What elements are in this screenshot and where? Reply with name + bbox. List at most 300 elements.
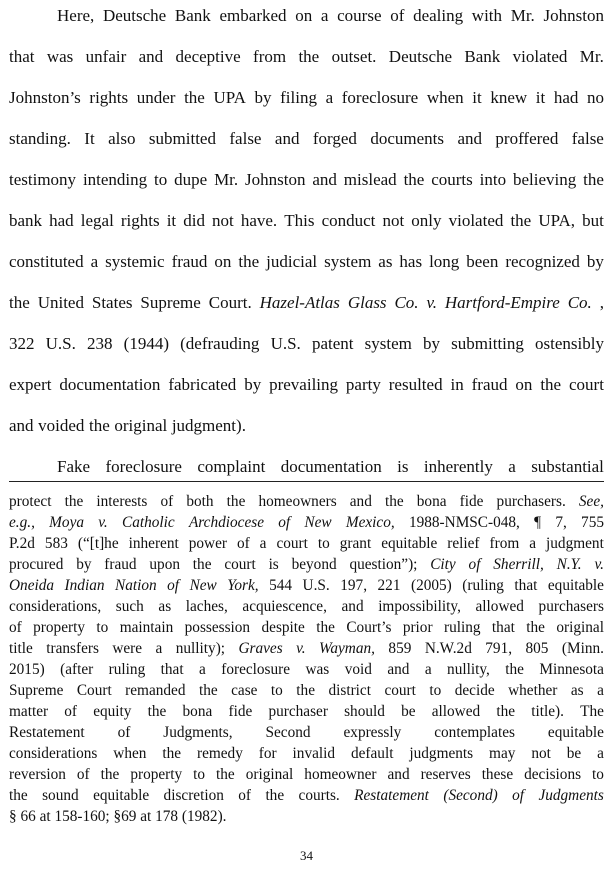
word: rights [89, 88, 129, 107]
word: to [270, 682, 283, 699]
body-line [9, 168, 604, 192]
word: Here, [57, 6, 95, 25]
word: and [387, 766, 410, 783]
word: discretion [163, 787, 224, 804]
word: not [531, 745, 551, 762]
word: at [140, 808, 152, 825]
word: Moya [49, 514, 85, 531]
word: a [155, 640, 163, 657]
word: N.W.2d [424, 640, 472, 657]
word: Mr. [579, 47, 604, 66]
word: fide [228, 703, 253, 720]
word: original [114, 416, 168, 435]
word: Hartford-Empire [444, 293, 560, 312]
word: York, [227, 577, 259, 594]
word: City [430, 556, 456, 573]
word: the [147, 703, 167, 720]
word: of [117, 724, 131, 741]
word: homeowners [258, 493, 337, 510]
footnote-line [9, 786, 604, 805]
word: transfers [46, 640, 99, 657]
word: conduct [321, 211, 376, 230]
word: intending [82, 170, 148, 189]
body-line [9, 414, 604, 438]
word: court [569, 375, 604, 394]
word: judicial [266, 252, 318, 271]
footnote-separator [9, 481, 604, 482]
body-line [9, 86, 604, 110]
word: documents [370, 129, 445, 148]
word: when [426, 88, 464, 107]
word: to [96, 619, 109, 636]
word: by [423, 334, 441, 353]
word: v. [296, 640, 306, 657]
word: v. [594, 556, 604, 573]
word: Johnston [543, 6, 604, 25]
word: equitable [93, 787, 150, 804]
word: testimony [9, 170, 77, 189]
word: expressly [343, 724, 402, 741]
word: bona [416, 493, 447, 510]
word: v. [98, 514, 108, 531]
word: such [115, 598, 144, 615]
word: that [491, 619, 515, 636]
footnote-line [9, 702, 604, 721]
word: Wayman, [319, 640, 375, 657]
word: Bank [464, 47, 501, 66]
footnote-line [9, 681, 604, 700]
word: the [265, 787, 285, 804]
footnote-line [9, 513, 604, 532]
word: it [166, 211, 177, 230]
word: maintain [119, 619, 174, 636]
body-line [9, 373, 604, 397]
word: U.S. [302, 577, 330, 594]
word: Glass [347, 293, 387, 312]
word: the [316, 619, 335, 636]
word: 791, [485, 640, 513, 657]
word: both [186, 493, 214, 510]
word: and [274, 129, 300, 148]
word: case [231, 682, 258, 699]
word: the [216, 766, 235, 783]
word: 805 [525, 640, 549, 657]
word: system [324, 252, 372, 271]
word: question”); [349, 556, 418, 573]
word: remanded [125, 682, 186, 699]
word: 859 [388, 640, 412, 657]
word: equitable [547, 577, 604, 594]
word: nullity, [447, 661, 490, 678]
word: the [198, 682, 218, 699]
word: be [566, 745, 582, 762]
word: filing [280, 88, 317, 107]
word: ostensibly [535, 334, 604, 353]
word: a [90, 252, 99, 271]
word: deceptive [175, 47, 241, 66]
word: ¶ [534, 514, 542, 531]
word: fide [459, 493, 484, 510]
word: despite [261, 619, 305, 636]
word: may [489, 745, 516, 762]
word: did [183, 211, 205, 230]
word: that [160, 661, 184, 678]
word: not [382, 211, 405, 230]
word: possession [184, 619, 251, 636]
word: courts. [298, 787, 340, 804]
word: a [199, 661, 206, 678]
word: equity [93, 703, 132, 720]
word: Restatement [9, 724, 85, 741]
word: matter [9, 703, 49, 720]
word: bank [9, 211, 43, 230]
body-line [9, 127, 604, 151]
word: the [296, 682, 315, 699]
word: default [350, 745, 394, 762]
word: P.2d [9, 535, 35, 552]
word: a [597, 682, 604, 699]
word: resulted [388, 375, 443, 394]
word: UPA [213, 88, 246, 107]
word: (1944) [123, 334, 169, 353]
word: Sherrill, [493, 556, 544, 573]
word: and [387, 661, 410, 678]
word: had [49, 211, 74, 230]
word: See, [578, 493, 604, 510]
word: Deutsche [102, 6, 167, 25]
body-line [9, 332, 604, 356]
footnote-line [9, 534, 604, 553]
word: the [384, 493, 404, 510]
word: Restatement [354, 787, 429, 804]
word: v. [426, 293, 437, 312]
word: also [108, 129, 136, 148]
body-line [57, 455, 604, 479]
word: Fake [57, 457, 91, 476]
body-line [9, 209, 604, 233]
word: acquiescence, [242, 598, 327, 615]
word: is [268, 556, 279, 573]
word: This [284, 211, 315, 230]
word: prior [402, 619, 433, 636]
word: fraud [104, 556, 137, 573]
word: (defrauding [180, 334, 260, 353]
word: a [508, 457, 516, 476]
word: of [390, 6, 405, 25]
word: interests [96, 493, 148, 510]
word: and [349, 493, 372, 510]
word: submitted [148, 129, 216, 148]
word: Supreme [9, 682, 64, 699]
word: Graves [238, 640, 283, 657]
word: U.S. [270, 334, 301, 353]
word: allowed [431, 703, 481, 720]
word: 158-160; [54, 808, 110, 825]
word: the [298, 47, 320, 66]
word: a [597, 745, 604, 762]
word: invalid [292, 745, 336, 762]
body-line [9, 291, 604, 315]
word: Mexico, [345, 514, 395, 531]
word: the [226, 493, 246, 510]
word: have. [240, 211, 278, 230]
word: systemic [105, 252, 165, 271]
word: (“[t]he [77, 535, 119, 552]
word: and [9, 416, 34, 435]
word: considerations, [9, 598, 102, 615]
word: United [37, 293, 84, 312]
word: purchaser [268, 703, 328, 720]
word: from [253, 47, 287, 66]
word: , [599, 293, 604, 312]
word: and [138, 47, 164, 66]
word: from [489, 535, 520, 552]
word: proffered [495, 129, 559, 148]
word: when [113, 745, 147, 762]
word: sound [42, 787, 79, 804]
word: equitable [381, 535, 438, 552]
word: power [188, 535, 227, 552]
word: has [399, 252, 423, 271]
word: standing. [9, 129, 71, 148]
word: court [224, 556, 256, 573]
word: 197, [340, 577, 368, 594]
word: recognized [505, 252, 580, 271]
word: court [384, 682, 416, 699]
word: expert [9, 375, 52, 394]
word: Johnston [245, 170, 306, 189]
word: of [9, 619, 22, 636]
word: the [9, 293, 30, 312]
word: rights [120, 211, 160, 230]
word: property [130, 766, 183, 783]
word: the [526, 619, 545, 636]
word: as [158, 598, 172, 615]
word: 221 [377, 577, 401, 594]
word: a [325, 88, 334, 107]
word: inherent [128, 535, 179, 552]
word: title). [531, 703, 564, 720]
word: § [9, 808, 17, 825]
word: laches, [185, 598, 228, 615]
word: New [304, 514, 332, 531]
word: relief [447, 535, 480, 552]
word: original [556, 619, 604, 636]
word: the [505, 661, 524, 678]
word: was [305, 661, 330, 678]
word: but [582, 211, 604, 230]
word: of [64, 703, 78, 720]
word: ruling [443, 619, 481, 636]
word: the [100, 766, 120, 783]
word: the [192, 556, 212, 573]
word: as [378, 252, 393, 271]
word: (Second) [443, 787, 498, 804]
word: only [411, 211, 442, 230]
word: believing [512, 170, 577, 189]
word: the [540, 375, 562, 394]
word: 178 [155, 808, 179, 825]
word: of [167, 577, 180, 594]
word: and [457, 129, 482, 148]
word: the [583, 170, 604, 189]
word: Hazel-Atlas [259, 293, 340, 312]
word: protect [9, 493, 52, 510]
footnote-line [9, 555, 604, 574]
word: no [586, 88, 604, 107]
word: Judgments, [163, 724, 233, 741]
word: homeowner [304, 766, 377, 783]
word: by [244, 375, 262, 394]
word: fraud [471, 375, 508, 394]
word: substantial [531, 457, 604, 476]
footnote-line [9, 492, 604, 511]
word: Court’s [346, 619, 392, 636]
word: for [258, 745, 277, 762]
word: documentation [280, 457, 382, 476]
word: procured [9, 556, 64, 573]
word: a [424, 661, 432, 678]
word: to [429, 682, 442, 699]
word: of [76, 766, 90, 783]
footnote-line [9, 639, 604, 658]
word: the [403, 170, 425, 189]
word: outset. [331, 47, 377, 66]
word: ruling [108, 661, 146, 678]
word: forged [312, 129, 357, 148]
word: Deutsche [388, 47, 453, 66]
word: the [496, 703, 516, 720]
word: courts [431, 170, 473, 189]
word: a [259, 535, 267, 552]
word: Nation [115, 577, 157, 594]
word: (Minn. [561, 640, 604, 657]
word: purchasers [538, 598, 604, 615]
word: dealing [413, 6, 464, 25]
word: 544 [269, 577, 293, 594]
word: been [466, 252, 499, 271]
word: under [136, 88, 176, 107]
word: it [535, 88, 546, 107]
word: of [468, 556, 481, 573]
word: of [236, 535, 250, 552]
word: decide [454, 682, 495, 699]
word: Court. [208, 293, 252, 312]
word: Bank [174, 6, 211, 25]
word: States [91, 293, 133, 312]
word: bona [182, 703, 213, 720]
word: the [510, 211, 532, 230]
word: reversion [9, 766, 66, 783]
word: title [9, 640, 33, 657]
word: dupe [174, 170, 208, 189]
word: violated [448, 211, 504, 230]
word: Johnston’s [9, 88, 81, 107]
word: prevailing [269, 375, 339, 394]
word: judgment). [171, 416, 246, 435]
word: is [397, 457, 409, 476]
word: of [512, 787, 525, 804]
word: to [317, 535, 330, 552]
word: the [64, 493, 84, 510]
word: upon [149, 556, 180, 573]
word: 583 [44, 535, 68, 552]
footnote-line [9, 744, 604, 763]
footnote-line [9, 597, 604, 616]
footnote-line [9, 576, 604, 595]
word: inherently [423, 457, 493, 476]
word: voided [38, 416, 85, 435]
word: original [245, 766, 294, 783]
word: judgments [409, 745, 474, 762]
word: legal [80, 211, 114, 230]
word: was [46, 47, 74, 66]
word: the [184, 88, 205, 107]
word: party [345, 375, 381, 394]
word: (1982). [181, 808, 227, 825]
word: on [295, 6, 313, 25]
word: N.Y. [556, 556, 582, 573]
word: fraud [171, 252, 208, 271]
word: court [276, 535, 308, 552]
word: Judgments [538, 787, 604, 804]
word: the [238, 252, 260, 271]
word: foreclosure [221, 661, 291, 678]
word: not [212, 211, 234, 230]
word: Court [76, 682, 112, 699]
word: and [312, 170, 337, 189]
word: equitable [547, 724, 604, 741]
word: of [238, 787, 252, 804]
word: course [337, 6, 382, 25]
page-number: 34 [300, 848, 313, 863]
word: Indian [64, 577, 105, 594]
word: knew [490, 88, 528, 107]
word: false [571, 129, 604, 148]
word: allowed [475, 598, 524, 615]
word: beyond [291, 556, 337, 573]
word: Supreme [140, 293, 201, 312]
word: 66 [20, 808, 36, 825]
word: e.g., [9, 514, 35, 531]
word: submitting [451, 334, 524, 353]
word: constituted [9, 252, 84, 271]
word: Mr. [510, 6, 535, 25]
word: (2005) [410, 577, 452, 594]
word: contemplates [434, 724, 515, 741]
word: 7, [555, 514, 567, 531]
word: Second [265, 724, 311, 741]
word: grant [339, 535, 372, 552]
word: whether [508, 682, 558, 699]
word: 2015) [9, 661, 45, 678]
word: the [9, 787, 28, 804]
word: patent [311, 334, 354, 353]
word: a [320, 6, 329, 25]
word: Oneida [9, 577, 55, 594]
word: violated [512, 47, 568, 66]
word: false [229, 129, 262, 148]
body-line [9, 45, 604, 69]
word: 238 [87, 334, 113, 353]
word: these [481, 766, 514, 783]
word: reserves [420, 766, 471, 783]
body-line [57, 4, 604, 28]
word: to [193, 766, 206, 783]
word: at [39, 808, 51, 825]
word: (ruling [462, 577, 504, 594]
word: void [344, 661, 372, 678]
